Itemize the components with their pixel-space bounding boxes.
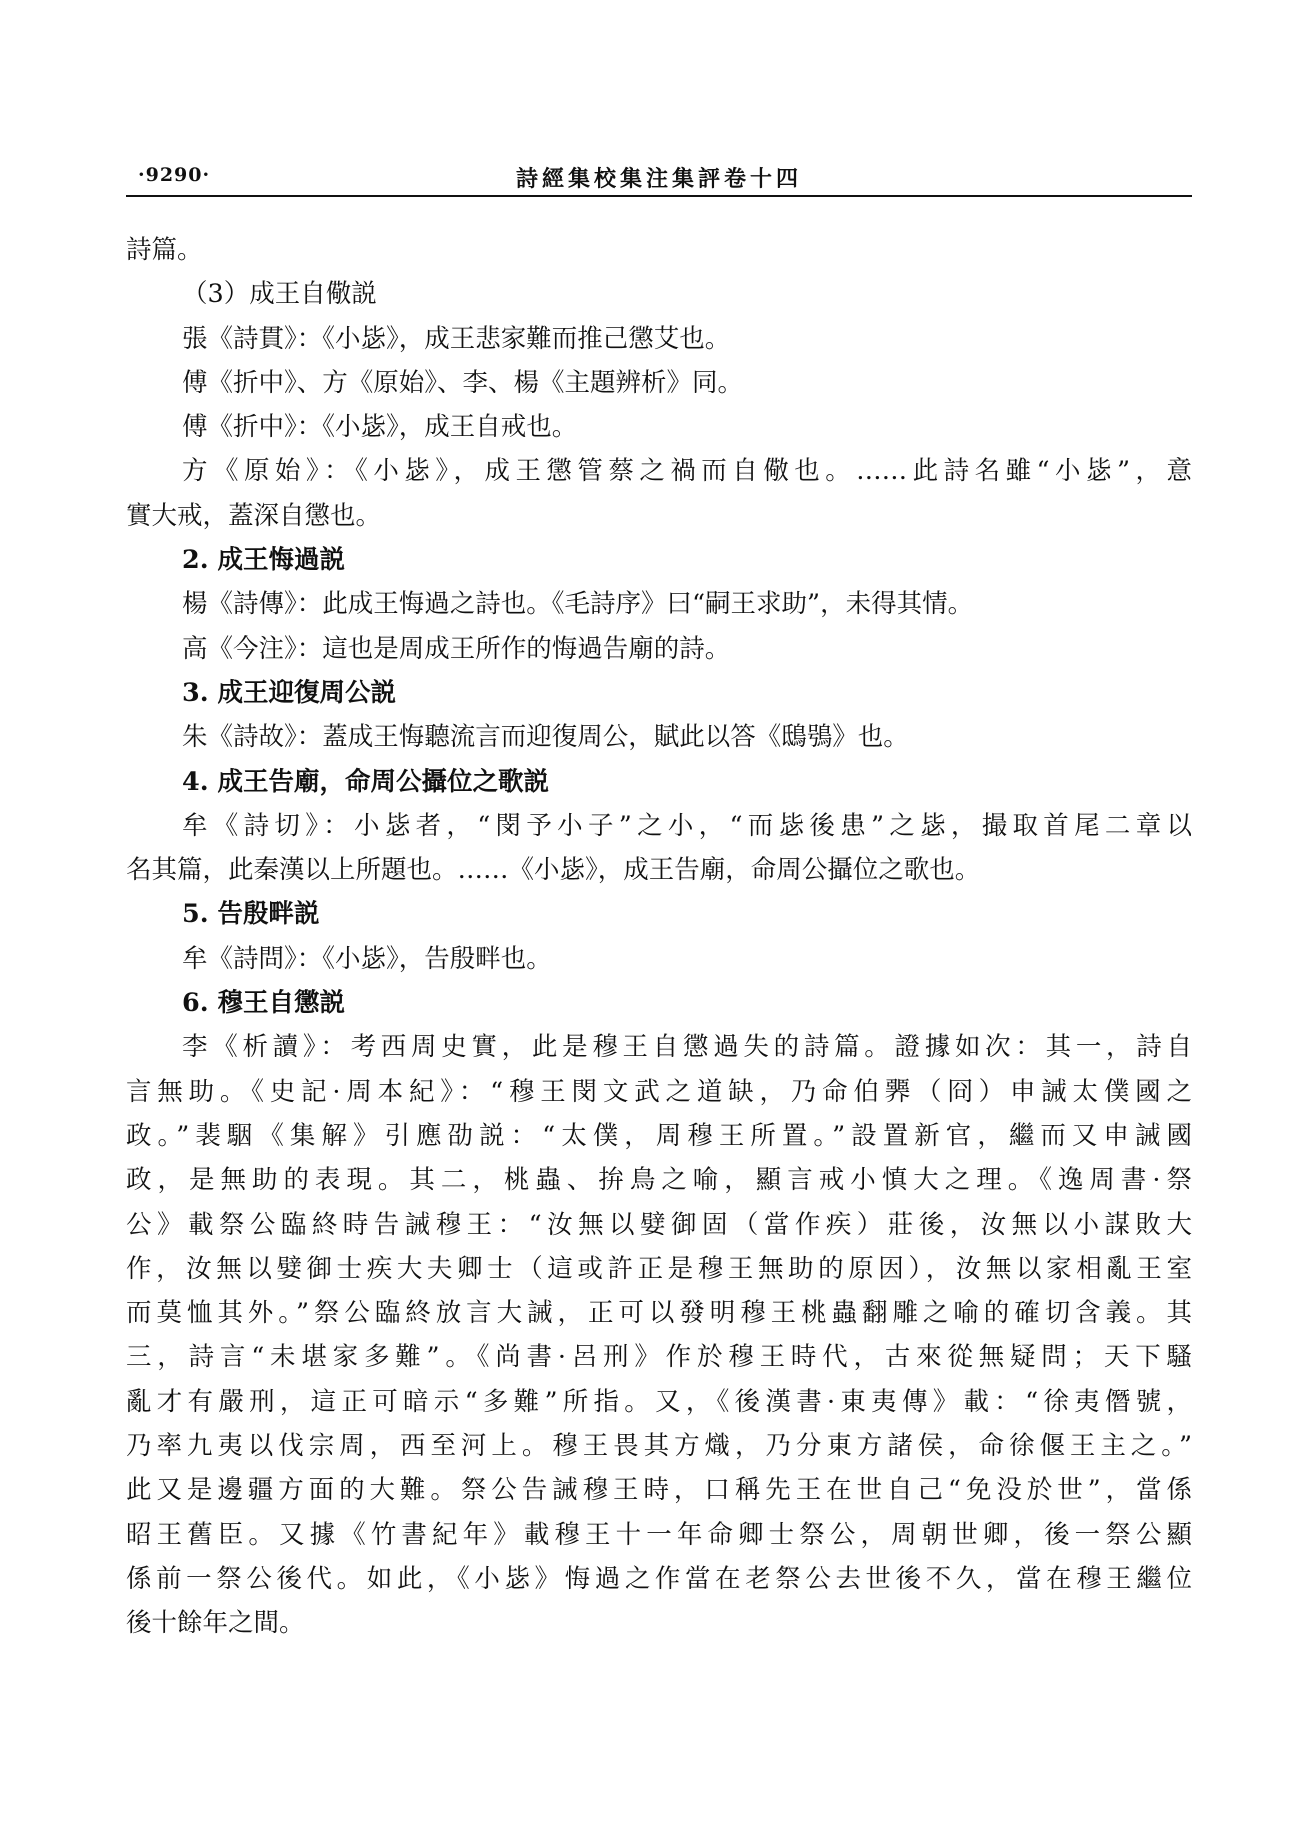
running-title: 詩經集校集注集評卷十四 — [515, 166, 802, 192]
text-line: 牟《詩切》：小毖者，“閔予小子”之小，“而毖後患”之毖，撮取首尾二章以 — [182, 810, 1192, 841]
text-line: 李《析讀》：考西周史實，此是穆王自懲過失的詩篇。證據如次：其一，詩自 — [182, 1032, 1192, 1063]
section-heading: 6. 穆王自懲説 — [182, 988, 345, 1019]
text-line: 政，是無助的表現。其二，桃蟲、拚鳥之喻，顯言戒小慎大之理。《逸周書·祭 — [126, 1165, 1192, 1196]
header-rule — [126, 195, 1192, 197]
text-line: 詩篇。 — [126, 235, 203, 265]
text-line: 高《今注》：這也是周成王所作的悔過告廟的詩。 — [182, 633, 731, 664]
text-line: 實大戒，蓋深自懲也。 — [126, 500, 382, 531]
page-number: ·9290· — [138, 164, 211, 186]
section-heading: （3）成王自儆説 — [182, 279, 377, 310]
section-heading: 5. 告殷畔説 — [182, 899, 320, 930]
text-line: 公》載祭公臨終時告誡穆王：“汝無以嬖御固（當作疾）莊後，汝無以小謀敗大 — [126, 1209, 1192, 1240]
text-line: 朱《詩故》：蓋成王悔聽流言而迎復周公，賦此以答《鴟鴞》也。 — [182, 722, 909, 753]
text-line: 此又是邊疆方面的大難。祭公告誡穆王時，口稱先王在世自己“免没於世”，當係 — [126, 1475, 1192, 1506]
page-header — [126, 160, 1192, 200]
text-line: 傅《折中》：《小毖》，成王自戒也。 — [182, 412, 578, 443]
section-heading: 3. 成王迎復周公説 — [182, 677, 396, 708]
text-line: 楊《詩傳》：此成王悔過之詩也。《毛詩序》曰“嗣王求助”，未得其情。 — [182, 589, 974, 620]
text-line: 政。”裴駰《集解》引應劭説：“太僕，周穆王所置。”設置新官，繼而又申誡國 — [126, 1120, 1192, 1151]
text-line: 作，汝無以嬖御士疾大夫卿士（這或許正是穆王無助的原因），汝無以家相亂王室 — [126, 1253, 1192, 1284]
text-line: 言無助。《史記·周本紀》：“穆王閔文武之道缺，乃命伯臩（冏）申誡太僕國之 — [126, 1076, 1192, 1107]
text-line: 傅《折中》、方《原始》、李、楊《主題辨析》同。 — [182, 367, 744, 398]
text-line: 後十餘年之間。 — [126, 1608, 305, 1639]
text-line: 三，詩言“未堪家多難”。《尚書·呂刑》作於穆王時代，古來從無疑問；天下騷 — [126, 1342, 1192, 1373]
text-line: 名其篇，此秦漢以上所題也。……《小毖》，成王告廟，命周公攝位之歌也。 — [126, 855, 981, 886]
text-line: 係前一祭公後代。如此，《小毖》悔過之作當在老祭公去世後不久，當在穆王繼位 — [126, 1563, 1192, 1594]
body-text — [126, 228, 1192, 1646]
section-heading: 2. 成王悔過説 — [182, 545, 345, 576]
text-line: 乃率九夷以伐宗周，西至河上。穆王畏其方熾，乃分東方諸侯，命徐偃王主之。” — [126, 1431, 1192, 1462]
text-line: 亂才有嚴刑，這正可暗示“多難”所指。又，《後漢書·東夷傳》載：“徐夷僭號， — [126, 1386, 1192, 1417]
section-heading: 4. 成王告廟，命周公攝位之歌説 — [182, 766, 549, 797]
text-line: 張《詩貫》：《小毖》，成王悲家難而推己懲艾也。 — [182, 323, 731, 354]
text-line: 而莫恤其外。”祭公臨終放言大誡，正可以發明穆王桃蟲翻雕之喻的確切含義。其 — [126, 1298, 1192, 1329]
text-line: 方《原始》：《小毖》，成王懲管蔡之禍而自儆也。……此詩名雖“小毖”，意 — [182, 456, 1192, 487]
text-line: 昭王舊臣。又據《竹書紀年》載穆王十一年命卿士祭公，周朝世卿，後一祭公顯 — [126, 1519, 1192, 1550]
text-line: 牟《詩問》：《小毖》，告殷畔也。 — [182, 943, 552, 974]
